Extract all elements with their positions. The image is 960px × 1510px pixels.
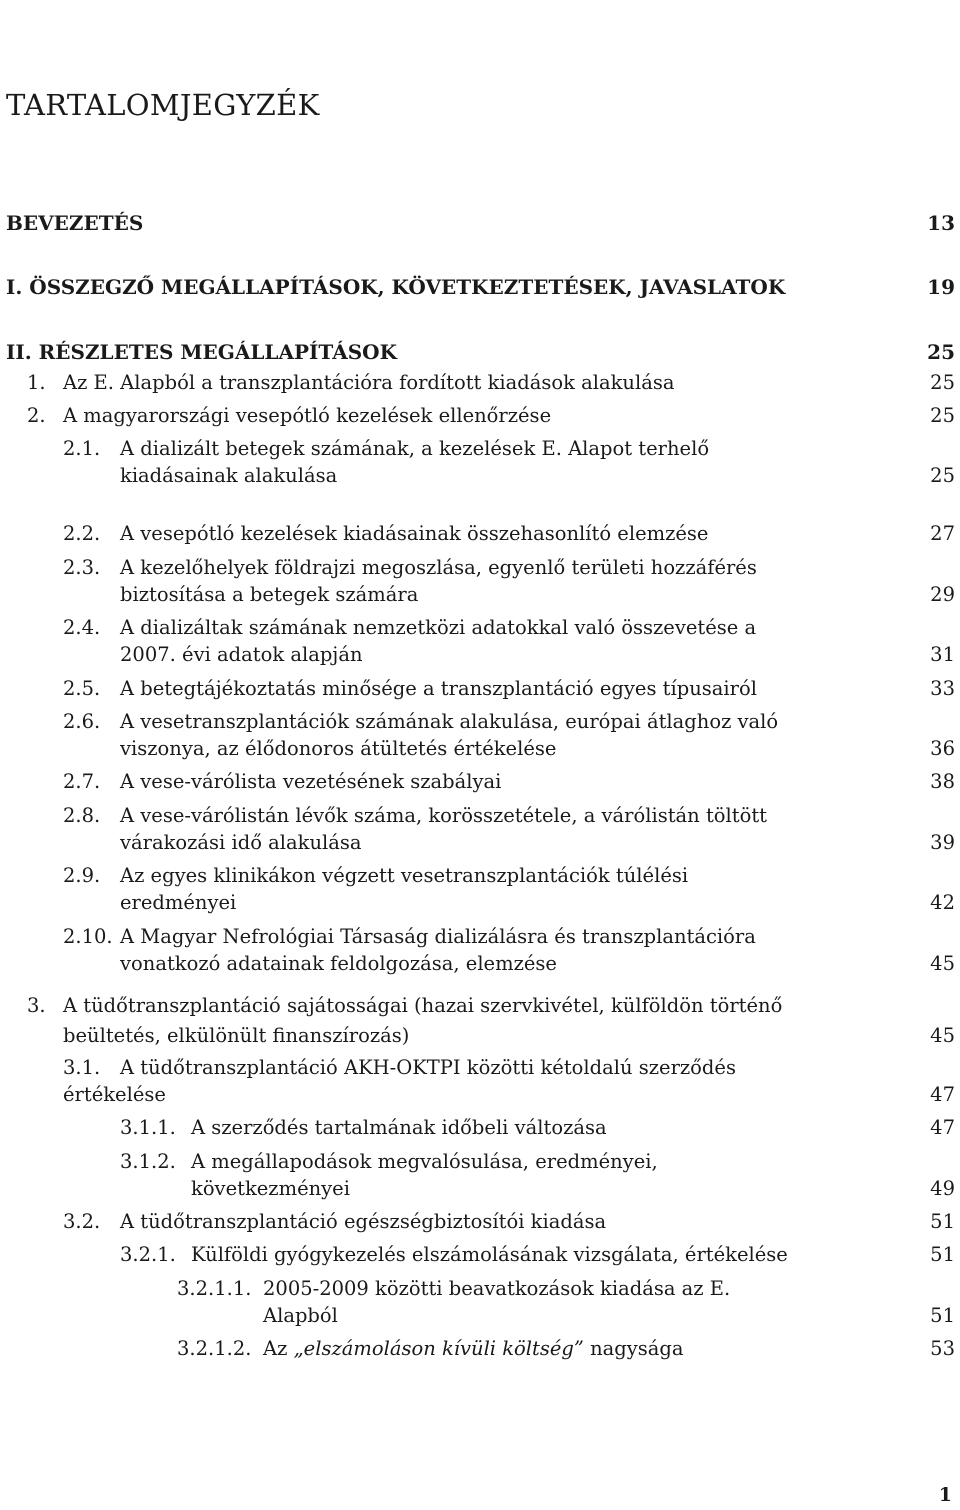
toc-entry-2-10[interactable]: [0, 923, 955, 983]
toc-page-number: 25: [927, 340, 955, 364]
toc-page-number: 25: [930, 464, 955, 487]
toc-entry-number: 2.2.: [63, 522, 101, 545]
toc-entry-2-4[interactable]: [0, 614, 955, 674]
toc-entry-text-prefix: Az: [263, 1337, 294, 1360]
toc-page-number: 36: [930, 737, 955, 760]
toc-entry-text: A vese-várólista vezetésének szabályai: [120, 770, 502, 793]
toc-entry-number: 3.2.1.1.: [177, 1277, 252, 1300]
toc-entry-text: A magyarországi vesepótló kezelések ellenőrzése: [63, 404, 552, 427]
toc-entry-text: A szerződés tartalmának időbeli változása: [191, 1116, 607, 1139]
toc-entry-number: 2.5.: [63, 677, 101, 700]
page-title: TARTALOMJEGYZÉK: [6, 88, 320, 122]
toc-entry-text: A tüdőtranszplantáció sajátosságai (hazai szervkivétel, külföldön történő: [63, 994, 783, 1017]
toc-page-number: 31: [930, 643, 955, 666]
toc-entry-text-continued: várakozási idő alakulása: [120, 831, 362, 854]
toc-page-number: 53: [930, 1337, 955, 1360]
toc-entry-number: 3.2.: [63, 1210, 101, 1233]
toc-entry-text: A tüdőtranszplantáció AKH-OKTPI közötti kétoldalú szerződés: [120, 1056, 736, 1079]
toc-entry-number: 2.10.: [63, 925, 113, 948]
toc-page-number: 45: [930, 952, 955, 975]
toc-entry-number: 1.: [27, 371, 46, 394]
toc-entry-number: 2.9.: [63, 864, 101, 887]
toc-entry-text: A vesepótló kezelések kiadásainak összehasonlító elemzése: [120, 522, 709, 545]
toc-entry-2-1[interactable]: [0, 435, 955, 495]
toc-entry-number: 2.3.: [63, 556, 101, 579]
toc-entry-3-1[interactable]: [0, 1054, 955, 1114]
toc-entry-number: 2.8.: [63, 804, 101, 827]
toc-entry-text-continued: értékelése: [63, 1083, 166, 1106]
toc-entry-number: 2.1.: [63, 437, 101, 460]
toc-entry-number: 3.1.2.: [120, 1150, 176, 1173]
toc-entry-3-1-2[interactable]: [0, 1148, 955, 1208]
toc-page-number: 47: [930, 1083, 955, 1106]
toc-entry-text-continued: biztosítása a betegek számára: [120, 583, 419, 606]
toc-entry-text-continued: kiadásainak alakulása: [120, 464, 338, 487]
toc-entry-text-suffix: nagysága: [583, 1337, 684, 1360]
toc-entry-text: A dializált betegek számának, a kezelések E. Alapot terhelő: [120, 437, 710, 460]
toc-entry-text: Az E. Alapból a transzplantációra fordított kiadások alakulása: [63, 371, 675, 394]
toc-entry-number: 3.1.1.: [120, 1116, 176, 1139]
toc-entry-2-6[interactable]: [0, 708, 955, 768]
toc-page-number: 29: [930, 583, 955, 606]
toc-page-number: 39: [930, 831, 955, 854]
toc-page-number: 19: [927, 275, 955, 299]
toc-entry-number: 2.: [27, 404, 46, 427]
toc-entry-number: 3.1.: [63, 1056, 101, 1079]
toc-entry-number: 3.: [27, 994, 46, 1017]
toc-entry-text-continued: 2007. évi adatok alapján: [120, 643, 363, 666]
toc-entry-text: Külföldi gyógykezelés elszámolásának vizsgálata, értékelése: [191, 1243, 788, 1266]
toc-page-number: 47: [930, 1116, 955, 1139]
toc-entry-text: 2005-2009 közötti beavatkozások kiadása az E.: [263, 1277, 731, 1300]
toc-page-number: 25: [930, 371, 955, 394]
toc-entry-3-2-1-1[interactable]: [0, 1275, 955, 1335]
footer-page-number: 1: [938, 1484, 952, 1506]
toc-entry-text: A betegtájékoztatás minősége a transzplantáció egyes típusairól: [120, 677, 757, 700]
toc-entry-text-continued: beültetés, elkülönült finanszírozás): [63, 1024, 410, 1047]
toc-entry-2-8[interactable]: [0, 802, 955, 862]
toc-entry-text-continued: vonatkozó adatainak feldolgozása, elemzése: [120, 952, 557, 975]
toc-entry-text: A megállapodások megvalósulása, eredményei,: [191, 1150, 658, 1173]
toc-entry-number: 3.2.1.2.: [177, 1337, 252, 1360]
toc-entry-number: 3.2.1.: [120, 1243, 176, 1266]
toc-page-number: 49: [930, 1177, 955, 1200]
toc-entry-number: 2.7.: [63, 770, 101, 793]
toc-entry-text: [263, 1335, 684, 1362]
toc-entry-text: A kezelőhelyek földrajzi megoszlása, egyenlő területi hozzáférés: [120, 556, 757, 579]
toc-entry-text: A tüdőtranszplantáció egészségbiztosítói kiadása: [120, 1210, 607, 1233]
toc-entry-2-9[interactable]: [0, 862, 955, 922]
toc-entry-text-italic: „elszámoláson kívüli költség”: [293, 1337, 584, 1360]
toc-page-number: 25: [930, 404, 955, 427]
toc-page-number: 51: [930, 1243, 955, 1266]
toc-entry-text: I. ÖSSZEGZŐ MEGÁLLAPÍTÁSOK, KÖVETKEZTETÉSEK, JAVASLATOK: [6, 275, 786, 299]
toc-entry-text-continued: Alapból: [263, 1304, 338, 1327]
toc-entry-2-3[interactable]: [0, 554, 955, 614]
toc-entry-text: A vese-várólistán lévők száma, korösszetétele, a várólistán töltött: [120, 804, 768, 827]
toc-entry-text-continued: következményei: [191, 1177, 350, 1200]
toc-entry-number: 2.4.: [63, 616, 101, 639]
toc-page-number: 33: [930, 677, 955, 700]
toc-entry-text: A Magyar Nefrológiai Társaság dializálásra és transzplantációra: [120, 925, 756, 948]
toc-entry-text: A dializáltak számának nemzetközi adatokkal való összevetése a: [120, 616, 757, 639]
toc-entry-text: A vesetranszplantációk számának alakulása, európai átlaghoz való: [120, 710, 779, 733]
toc-page-number: 45: [930, 1024, 955, 1047]
toc-entry-text: II. RÉSZLETES MEGÁLLAPÍTÁSOK: [6, 340, 397, 364]
toc-page-number: 38: [930, 770, 955, 793]
toc-entry-3[interactable]: [0, 992, 955, 1052]
toc-entry-text-continued: viszonya, az élődonoros átültetés értékelése: [120, 737, 557, 760]
toc-entry-number: 2.6.: [63, 710, 101, 733]
toc-page-number: 42: [930, 891, 955, 914]
toc-page-number: 51: [930, 1210, 955, 1233]
toc-entry-text: Az egyes klinikákon végzett vesetranszplantációk túlélési: [120, 864, 689, 887]
toc-page-number: 13: [927, 211, 955, 235]
toc-page-number: 51: [930, 1304, 955, 1327]
toc-page-number: 27: [930, 522, 955, 545]
toc-entry-text: BEVEZETÉS: [6, 211, 144, 235]
toc-entry-text-continued: eredményei: [120, 891, 237, 914]
